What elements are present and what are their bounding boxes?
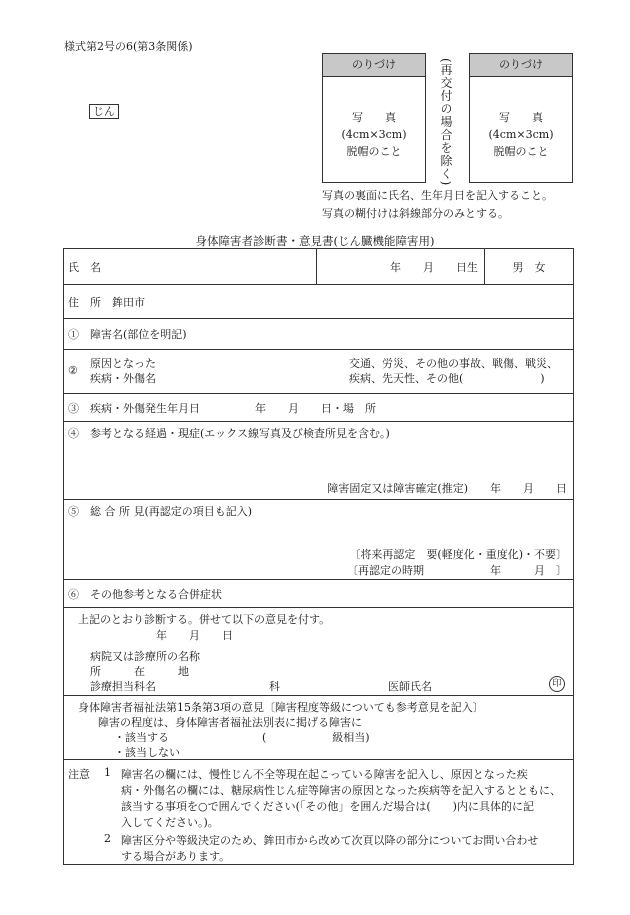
photo-size: (4cm×3cm) [488, 128, 554, 141]
address-field[interactable] [64, 285, 574, 319]
complications-field[interactable] [64, 580, 574, 608]
photo-size: (4cm×3cm) [341, 128, 407, 141]
fixed-date-label: 障害固定又は障害確定(推定) 年 月 日 [327, 482, 567, 495]
hospital-address-label: 所 在 地 [90, 665, 189, 678]
onset-date-field[interactable] [64, 394, 574, 422]
photo-note: 脱帽のこと [493, 145, 549, 158]
history-field[interactable] [64, 422, 574, 500]
onset-date-label: ③ 疾病・外傷発生年月日 年 月 日・場 所 [68, 401, 376, 415]
cause-label-1: 原因となった [90, 357, 156, 370]
notes-heading: 注意 [68, 768, 90, 781]
diagnosis-field[interactable] [64, 608, 574, 696]
disability-name-label: ① 障害名(部位を明記) [68, 328, 187, 341]
paste-label: のりづけ [470, 54, 572, 77]
complications-label: ⑥ その他参考となる合併症状 [68, 587, 222, 601]
history-label: ④ 参考となる経過・現症(エックス線写真及び検査所見を含む。) [68, 427, 390, 440]
note-1-line-4: 入してください。)。 [121, 816, 219, 829]
photo-instruction-2: 写真の糊付けは斜線部分のみとする。 [322, 207, 509, 220]
recert-need: 〔将来再認定 要(軽度化・重度化)・不要〕 [349, 548, 567, 561]
photo-note: 脱帽のこと [346, 145, 402, 158]
cause-options-1: 交通、労災、その他の事故、戦傷、戦災、 [349, 357, 558, 370]
opinion-field[interactable] [64, 696, 574, 760]
department-label: 診療担当科名 [90, 680, 156, 693]
reissue-note: (再交付の場合を除く) [439, 58, 453, 187]
notes-section [64, 760, 574, 865]
certificate-form [63, 248, 574, 865]
sex-label: 男 女 [512, 260, 546, 274]
note-1-line-2: 病・外傷名の欄には、糖尿病性じん症等障害の原因となった疾病等を記入するとともに、 [121, 784, 561, 797]
address-label: 住 所 鉾田市 [68, 295, 145, 309]
cause-number: ② [68, 364, 78, 377]
photo-label: 写 真 [352, 111, 396, 124]
name-field[interactable] [64, 249, 317, 285]
birthdate-label: 年 月 日生 [390, 260, 478, 274]
findings-field[interactable] [64, 500, 574, 580]
note-1-line-1: 障害名の欄には、慢性じん不全等現在起こっている障害を記入し、原因となった疾 [121, 768, 528, 781]
note-1-number: 1 [104, 766, 111, 779]
photo-instruction-1: 写真の裏面に氏名、生年月日を記入すること。 [322, 189, 553, 202]
kidney-mark: じん [89, 104, 119, 119]
hospital-name-label: 病院又は診療所の名称 [90, 650, 200, 663]
opinion-statement: 障害の程度は、身体障害者福祉法別表に掲げる障害に [98, 716, 362, 729]
paste-label: のりづけ [323, 54, 425, 77]
disability-name-field[interactable] [64, 319, 574, 350]
not-applicable-option[interactable]: ・該当しない [114, 746, 180, 759]
applicable-option[interactable]: ・該当する [114, 731, 169, 744]
note-2-line-1: 障害区分や等級決定のため、鉾田市から改めて次頁以降の部分についてお問い合わせ [121, 834, 539, 847]
photo-box-right [469, 53, 573, 183]
department-suffix: 科 [269, 680, 280, 693]
photo-label: 写 真 [499, 111, 543, 124]
seal-mark: 印 [549, 676, 565, 692]
birthdate-field[interactable] [317, 249, 485, 285]
note-2-number: 2 [104, 832, 111, 845]
cause-label-2: 疾病・外傷名 [90, 372, 156, 385]
form-number: 様式第2号の6(第3条関係) [64, 40, 193, 53]
cause-options-2: 疾病、先天性、その他( ) [349, 372, 545, 385]
diagnosis-date: 年 月 日 [156, 629, 233, 642]
grade-equivalent: ( 級相当) [262, 731, 370, 744]
note-2-line-2: する場合があります。 [121, 850, 231, 863]
note-1-line-3: 該当する事項を○で囲んでください(「その他」を囲んだ場合は( )内に具体的に記 [121, 800, 534, 813]
findings-label: ⑤ 総 合 所 見(再認定の項目も記入) [68, 505, 253, 518]
document-title: 身体障害者診断書・意見書(じん臓機能障害用) [195, 234, 435, 248]
sex-field[interactable] [485, 249, 574, 285]
recert-time: 〔再認定の時期 年 月 〕 [347, 564, 567, 577]
name-label: 氏 名 [68, 260, 101, 274]
photo-box-left [322, 53, 426, 183]
doctor-name-label: 医師氏名 [388, 680, 432, 693]
diagnosis-statement: 上記のとおり診断する。併せて以下の意見を付す。 [78, 613, 331, 626]
opinion-heading: 身体障害者福祉法第15条第3項の意見〔障害程度等級についても参考意見を記入〕 [78, 701, 484, 714]
cause-field[interactable] [64, 350, 574, 394]
